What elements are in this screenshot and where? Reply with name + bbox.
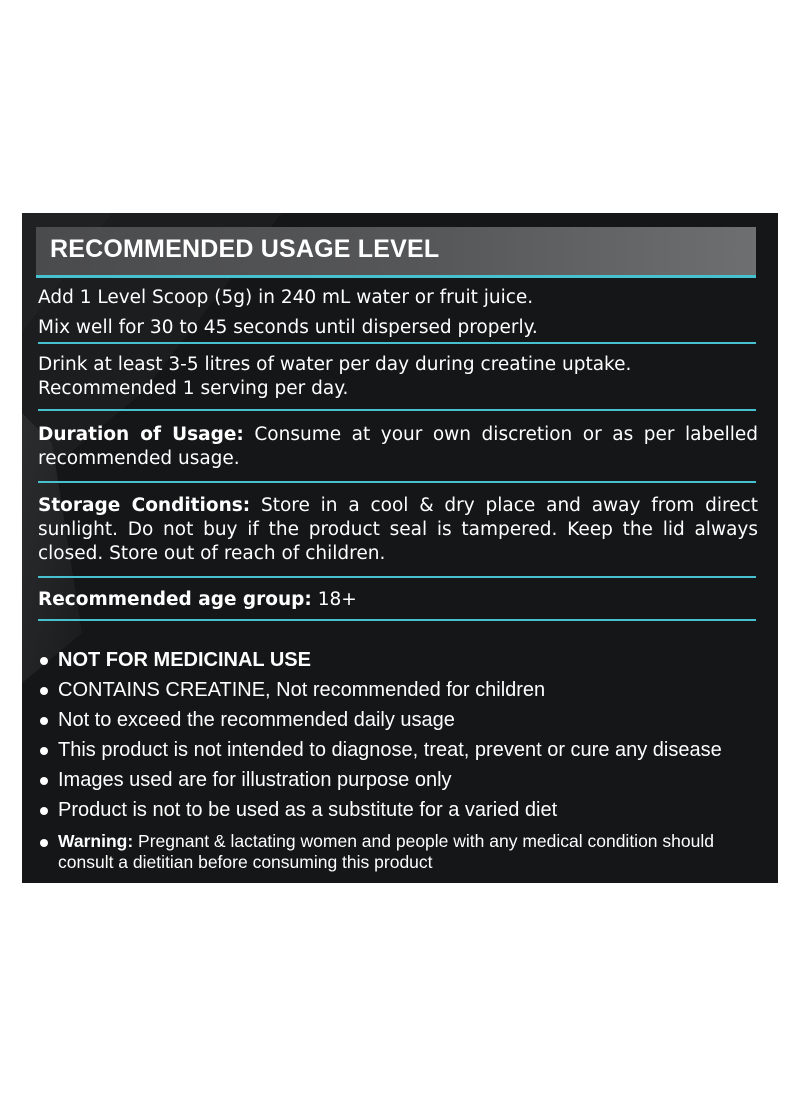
storage-text: Store in a cool & dry place and away from direct sunlight. Do not buy if the product seal is tampered. Keep the lid always closed. Store out of reach of children. <box>38 495 758 564</box>
warning-list <box>38 645 758 873</box>
duration-text: Consume at your own discretion or as per labelled recommended usage. <box>38 424 759 469</box>
warning-label: Warning: <box>58 831 134 851</box>
warning-text: Pregnant & lactating women and people with any medical condition should consult a dietitian before consuming this product <box>58 831 714 872</box>
list-item: Not to exceed the recommended daily usage <box>38 705 758 735</box>
divider <box>38 342 756 344</box>
storage-label: Storage Conditions: <box>38 495 251 516</box>
age-group <box>38 588 758 612</box>
divider <box>38 409 756 411</box>
usage-info-panel <box>22 213 778 883</box>
duration-label: Duration of Usage: <box>38 424 244 445</box>
list-item: Images used are for illustration purpose only <box>38 765 758 795</box>
bullet-icon <box>40 777 48 785</box>
bullet-icon <box>40 807 48 815</box>
usage-line: Add 1 Level Scoop (5g) in 240 mL water or fruit juice. <box>38 287 534 308</box>
duration-of-usage <box>38 423 758 471</box>
bullet-icon <box>40 839 48 847</box>
bullet-icon <box>40 687 48 695</box>
usage-instructions <box>38 286 758 340</box>
list-item: Product is not to be used as a substitute for a varied diet <box>38 795 758 825</box>
hydration-line: Drink at least 3-5 litres of water per day during creatine uptake. <box>38 354 632 375</box>
hydration-line: Recommended 1 serving per day. <box>38 378 349 399</box>
list-item-warning <box>38 831 758 873</box>
divider <box>38 619 756 621</box>
bullet-icon <box>40 717 48 725</box>
bullet-icon <box>40 747 48 755</box>
divider <box>38 576 756 578</box>
list-item: CONTAINS CREATINE, Not recommended for children <box>38 675 758 705</box>
storage-conditions <box>38 494 758 566</box>
hydration-instructions <box>38 353 758 401</box>
list-item: This product is not intended to diagnose, treat, prevent or cure any disease <box>38 735 758 765</box>
bullet-icon <box>40 657 48 665</box>
section-header-bar <box>36 227 756 278</box>
list-item: NOT FOR MEDICINAL USE <box>38 645 758 675</box>
age-label: Recommended age group: <box>38 589 312 610</box>
divider <box>38 481 756 483</box>
age-value: 18+ <box>317 589 357 610</box>
section-title: RECOMMENDED USAGE LEVEL <box>50 235 440 263</box>
usage-line: Mix well for 30 to 45 seconds until dispersed properly. <box>38 317 538 338</box>
